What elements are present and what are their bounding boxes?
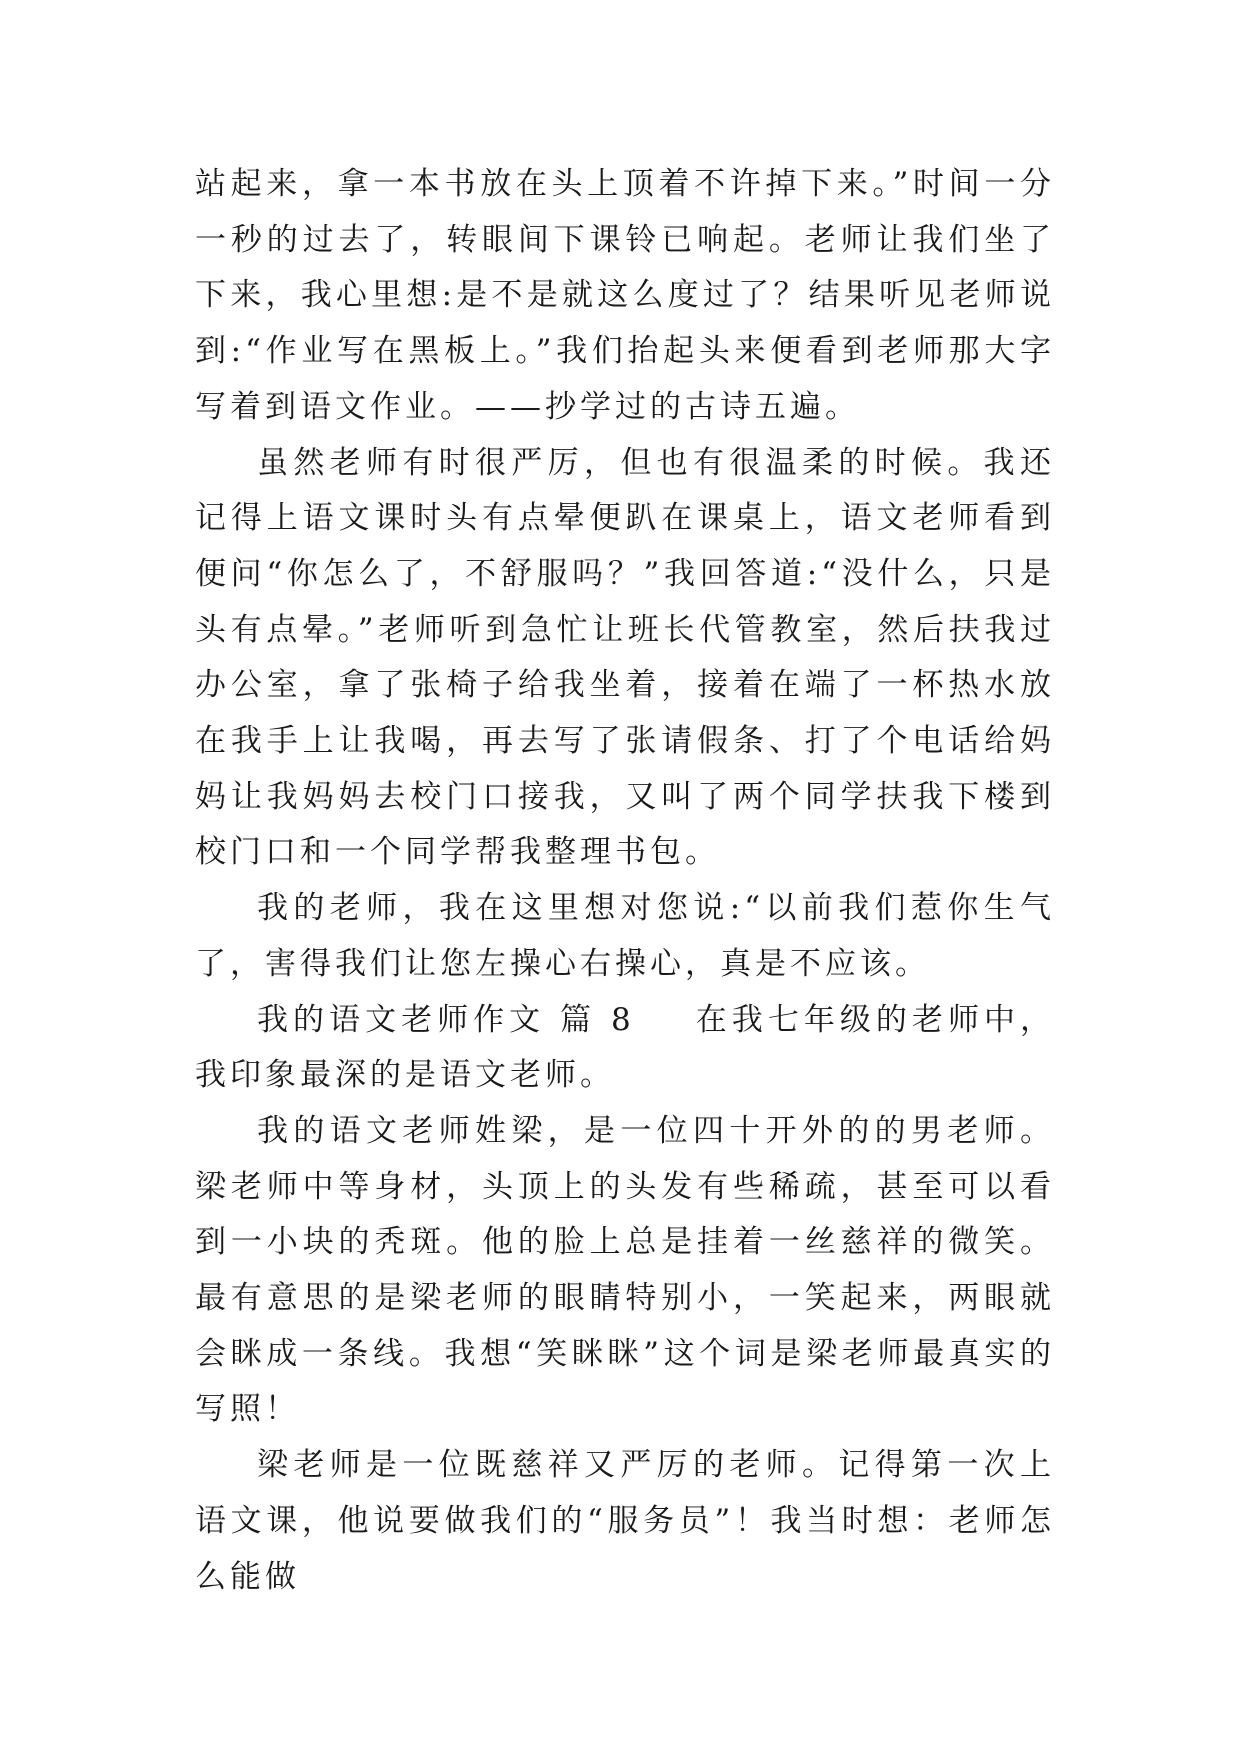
paragraph: 我的老师，我在这里想对您说:“以前我们惹你生气了，害得我们让您左操心右操心，真是不应该。 bbox=[195, 890, 1055, 982]
paragraph: 站起来，拿一本书放在头上顶着不许掉下来。”时间一分一秒的过去了，转眼间下课铃已响起。老师让我们坐了下来，我心里想:是不是就这么度过了？结果听见老师说到:“作业写在黑板上。”我们抬起头来便看到老师那大字写着到语文作业。——抄学过的古诗五遍。 bbox=[195, 166, 1055, 425]
section-heading: 我的语文老师作文 篇 8 bbox=[257, 1001, 635, 1038]
paragraph-with-heading bbox=[195, 993, 1055, 1104]
paragraph: 梁老师是一位既慈祥又严厉的老师。记得第一次上语文课，他说要做我们的“服务员”！我当时想：老师怎么能做 bbox=[195, 1447, 1055, 1595]
paragraph-text: 在我七年级的老师中，我印象最深的是语文老师。 bbox=[195, 1001, 1056, 1094]
paragraph: 虽然老师有时很严厉，但也有很温柔的时候。我还记得上语文课时头有点晕便趴在课桌上，语文老师看到便问“你怎么了，不舒服吗？”我回答道:“没什么，只是头有点晕。”老师听到急忙让班长代管教室，然后扶我过办公室，拿了张椅子给我坐着，接着在端了一杯热水放在我手上让我喝，再去写了张请假条、打了个电话给妈妈让我妈妈去校门口接我，又叫了两个同学扶我下楼到校门口和一个同学帮我整理书包。 bbox=[195, 444, 1055, 871]
article-body bbox=[195, 157, 1055, 1605]
paragraph: 我的语文老师姓梁，是一位四十开外的的男老师。梁老师中等身材，头顶上的头发有些稀疏，甚至可以看到一小块的秃斑。他的脸上总是挂着一丝慈祥的微笑。最有意思的是梁老师的眼睛特别小，一笑起来，两眼就会眯成一条线。我想“笑眯眯”这个词是梁老师最真实的写照！ bbox=[195, 1112, 1055, 1428]
